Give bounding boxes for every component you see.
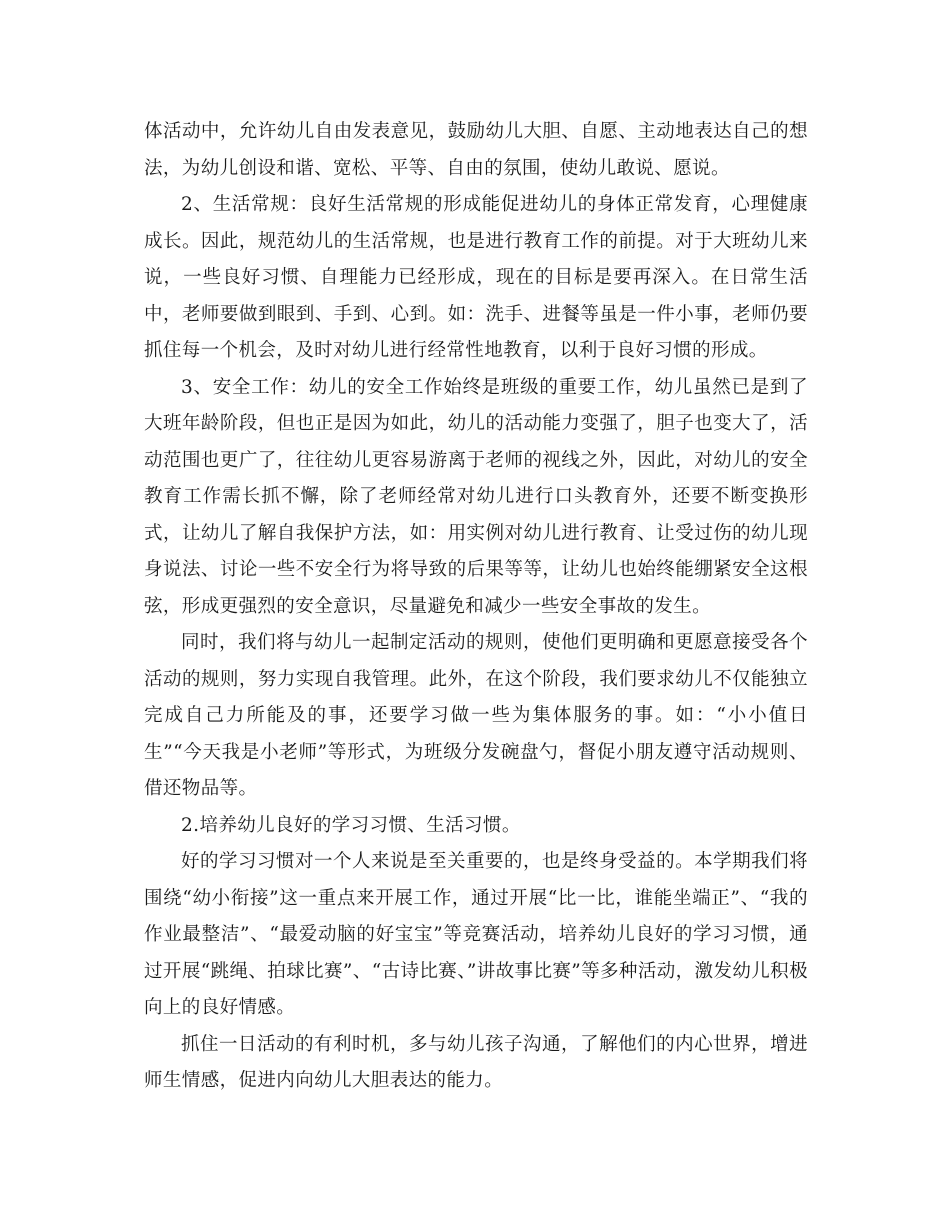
paragraph-7: 抓住一日活动的有利时机，多与幼儿孩子沟通，了解他们的内心世界，增进师生情感，促进内向幼儿大胆表达的能力。: [144, 1033, 808, 1091]
paragraph-2: 2、生活常规：良好生活常规的形成能促进幼儿的身体正常发育，心理健康成长。因此，规范幼儿的生活常规，也是进行教育工作的前提。对于大班幼儿来说，一些良好习惯、自理能力已经形成，现在的目标是要再深入。在日常生活中，老师要做到眼到、手到、心到。如：洗手、进餐等虽是一件小事，老师仍要抓住每一个机会，及时对幼儿进行经常性地教育，以利于良好习惯的形成。: [144, 194, 808, 361]
document-body: [144, 114, 808, 1100]
paragraph-6: 好的学习习惯对一个人来说是至关重要的，也是终身受益的。本学期我们将围绕“幼小衔接”这一重点来开展工作，通过开展“比一比，谁能坐端正”、“我的作业最整洁”、“最爱动脑的好宝宝”等竞赛活动，培养幼儿良好的学习习惯，通过开展“跳绳、拍球比赛”、“古诗比赛、”讲故事比赛”等多种活动，激发幼儿积极向上的良好情感。: [144, 851, 808, 1018]
paragraph-5: 2.培养幼儿良好的学习习惯、生活习惯。: [181, 814, 521, 836]
paragraph-4: 同时，我们将与幼儿一起制定活动的规则，使他们更明确和更愿意接受各个活动的规则，努力实现自我管理。此外，在这个阶段，我们要求幼儿不仅能独立完成自己力所能及的事，还要学习做一些为集体服务的事。如：“小小值日生”“今天我是小老师”等形式，为班级分发碗盘勺，督促小朋友遵守活动规则、借还物品等。: [144, 632, 808, 799]
paragraph-3: 3、安全工作：幼儿的安全工作始终是班级的重要工作，幼儿虽然已是到了大班年龄阶段，但也正是因为如此，幼儿的活动能力变强了，胆子也变大了，活动范围也更广了，往往幼儿更容易游离于老师的视线之外，因此，对幼儿的安全教育工作需长抓不懈，除了老师经常对幼儿进行口头教育外，还要不断变换形式，让幼儿了解自我保护方法，如：用实例对幼儿进行教育、让受过伤的幼儿现身说法、讨论一些不安全行为将导致的后果等等，让幼儿也始终能绷紧安全这根弦，形成更强烈的安全意识，尽量避免和减少一些安全事故的发生。: [144, 376, 808, 617]
paragraph-1: 体活动中，允许幼儿自由发表意见，鼓励幼儿大胆、自愿、主动地表达自己的想法，为幼儿创设和谐、宽松、平等、自由的氛围，使幼儿敢说、愿说。: [144, 121, 808, 179]
